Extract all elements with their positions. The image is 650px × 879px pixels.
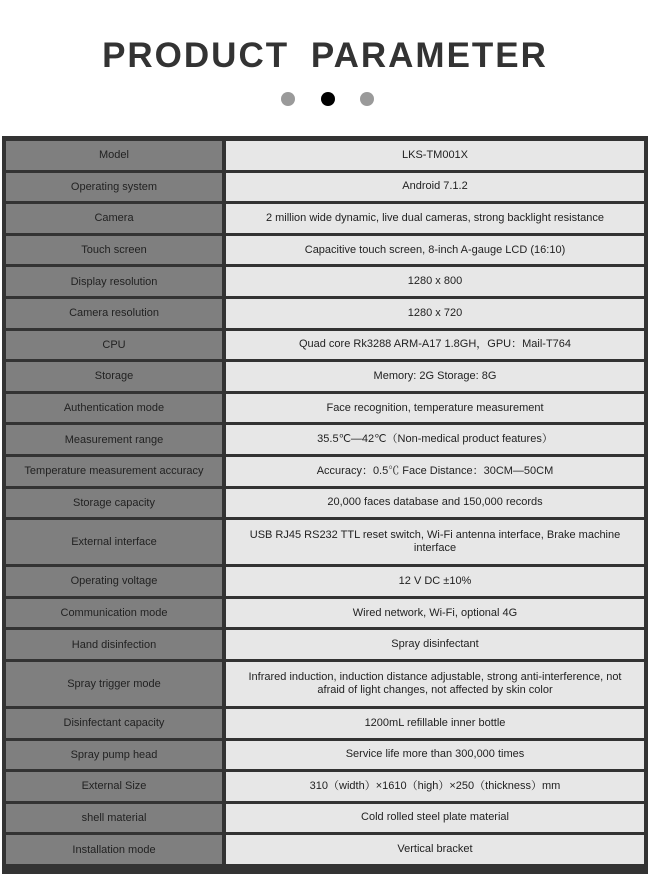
pagination-dot-2-active[interactable] (321, 92, 335, 106)
parameter-value: Quad core Rk3288 ARM-A17 1.8GH，GPU：Mail-T764 (226, 331, 644, 360)
parameter-label: Touch screen (6, 236, 222, 265)
parameter-value: Infrared induction, induction distance adjustable, strong anti-interference, not afraid of light changes, not affected by skin color (226, 662, 644, 706)
parameter-label: Storage capacity (6, 489, 222, 518)
parameter-label: Operating system (6, 173, 222, 202)
parameter-label: Communication mode (6, 599, 222, 628)
parameter-value: Capacitive touch screen, 8-inch A-gauge LCD (16:10) (226, 236, 644, 265)
parameter-label: Operating voltage (6, 567, 222, 596)
parameter-label: shell material (6, 804, 222, 833)
parameter-label: External interface (6, 520, 222, 564)
parameter-value: Android 7.1.2 (226, 173, 644, 202)
parameter-label: Installation mode (6, 835, 222, 864)
parameter-label: Display resolution (6, 267, 222, 296)
pagination-dot-1[interactable] (281, 92, 295, 106)
parameter-label: Model (6, 141, 222, 170)
parameter-value: LKS-TM001X (226, 141, 644, 170)
table-row (6, 236, 644, 265)
table-row (6, 267, 644, 296)
parameter-value: Spray disinfectant (226, 630, 644, 659)
parameter-value: 2 million wide dynamic, live dual cameras, strong backlight resistance (226, 204, 644, 233)
parameter-label: Authentication mode (6, 394, 222, 423)
parameter-value: Face recognition, temperature measurement (226, 394, 644, 423)
parameter-label: Storage (6, 362, 222, 391)
parameter-label: Spray pump head (6, 741, 222, 770)
parameter-value: 310（width）×1610（high）×250（thickness）mm (226, 772, 644, 801)
parameter-label: Hand disinfection (6, 630, 222, 659)
table-row (6, 394, 644, 423)
parameter-value: Accuracy：0.5℃ Face Distance：30CM—50CM (226, 457, 644, 486)
table-row (6, 804, 644, 833)
parameter-label: Camera (6, 204, 222, 233)
parameter-value: 1280 x 800 (226, 267, 644, 296)
parameter-value: 12 V DC ±10% (226, 567, 644, 596)
table-row (6, 362, 644, 391)
table-row (6, 772, 644, 801)
parameter-value: Cold rolled steel plate material (226, 804, 644, 833)
parameter-value: Memory: 2G Storage: 8G (226, 362, 644, 391)
parameter-value: Vertical bracket (226, 835, 644, 864)
page-title: PRODUCT PARAMETER (102, 36, 548, 75)
parameter-value: 35.5℃—42℃（Non-medical product features） (226, 425, 644, 454)
parameter-label: Disinfectant capacity (6, 709, 222, 738)
table-row (6, 331, 644, 360)
table-row (6, 709, 644, 738)
parameter-label: CPU (6, 331, 222, 360)
table-row (6, 299, 644, 328)
parameter-value: Wired network, Wi-Fi, optional 4G (226, 599, 644, 628)
parameter-label: Spray trigger mode (6, 662, 222, 706)
table-row (6, 741, 644, 770)
parameter-table (2, 136, 648, 874)
table-row (6, 630, 644, 659)
table-row (6, 662, 644, 706)
parameter-label: External Size (6, 772, 222, 801)
table-row (6, 204, 644, 233)
table-row (6, 835, 644, 864)
parameter-label: Temperature measurement accuracy (6, 457, 222, 486)
parameter-label: Measurement range (6, 425, 222, 454)
parameter-value: 1200mL refillable inner bottle (226, 709, 644, 738)
pagination-dots (0, 92, 650, 106)
table-row (6, 567, 644, 596)
parameter-label: Camera resolution (6, 299, 222, 328)
parameter-value: 20,000 faces database and 150,000 records (226, 489, 644, 518)
table-row (6, 489, 644, 518)
table-row (6, 599, 644, 628)
table-row (6, 457, 644, 486)
table-row (6, 425, 644, 454)
parameter-value: USB RJ45 RS232 TTL reset switch, Wi-Fi antenna interface, Brake machine interface (226, 520, 644, 564)
table-row (6, 173, 644, 202)
table-row (6, 520, 644, 564)
parameter-value: 1280 x 720 (226, 299, 644, 328)
pagination-dot-3[interactable] (360, 92, 374, 106)
parameter-value: Service life more than 300,000 times (226, 741, 644, 770)
table-row (6, 141, 644, 170)
